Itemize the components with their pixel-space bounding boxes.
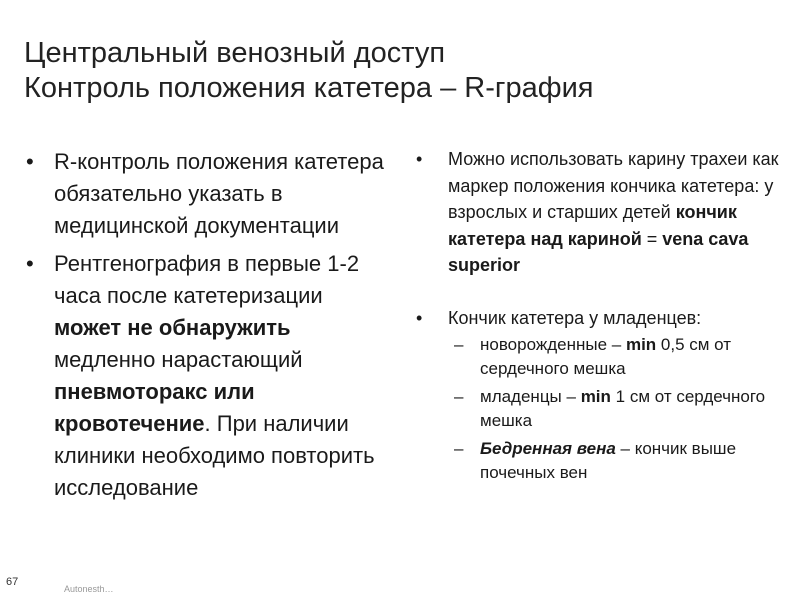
- sub-item-1-bold: min: [625, 335, 657, 354]
- left-bullet-1: [24, 146, 384, 242]
- sub-item-2-text-2: 1 см от сердечного мешка: [480, 387, 766, 430]
- right-column: [414, 146, 786, 485]
- right-bullet-list: [414, 146, 786, 485]
- left-bullet-2: [24, 248, 384, 504]
- sub-item-1-text-2: 0,5 см от сердечного мешка: [480, 335, 732, 378]
- right-bullet-1-text-1: Можно использовать карину трахеи как маркер положения кончика катетера: у взрослых и старших детей: [448, 149, 779, 222]
- title-line-1: Центральный венозный доступ: [24, 37, 446, 69]
- sub-item-femoral-vein: [414, 437, 786, 485]
- right-bullet-1-text-2: =: [641, 228, 663, 249]
- title-line-2: Контроль положения катетера – R-графия: [24, 72, 594, 104]
- footer-watermark: Autonesth…: [64, 584, 114, 594]
- left-bullet-2-bold-1: может не обнаружить: [54, 315, 291, 340]
- page-number: 67: [6, 576, 19, 588]
- right-bullet-2: [414, 305, 786, 332]
- right-bullet-2-text: Кончик катетера у младенцев:: [448, 307, 702, 328]
- sub-item-1-text-1: новорожденные –: [480, 335, 626, 354]
- slide-title: [24, 36, 784, 106]
- sub-item-3-text: – кончик выше почечных вен: [480, 439, 737, 482]
- sub-item-newborns: [414, 333, 786, 381]
- right-bullet-1: [414, 146, 786, 279]
- left-bullet-2-text-2: медленно нарастающий: [54, 347, 303, 372]
- right-bullet-1-bold-2: vena cava superior: [448, 228, 749, 275]
- sub-item-3-bold-italic: [480, 439, 616, 458]
- left-bullet-2-text-3: . При наличии клиники необходимо повторить исследование: [54, 411, 375, 500]
- left-bullet-2-text-1: Рентгенография в первые 1-2 часа после катетеризации: [54, 251, 360, 308]
- sub-item-2-bold: min: [580, 387, 611, 406]
- left-bullet-1-text: R-контроль положения катетера обязательно указать в медицинской документации: [54, 149, 384, 238]
- left-bullet-list: [24, 146, 384, 504]
- left-bullet-2-bold-2: пневмоторакс или кровотечение: [54, 379, 255, 436]
- list-spacer: [414, 279, 786, 305]
- sub-item-2-text-1: младенцы –: [480, 387, 581, 406]
- sub-item-infants: [414, 385, 786, 433]
- sub-item-3-italic: Бедренная вена: [480, 439, 616, 458]
- right-bullet-1-bold-1: кончик катетера над кариной: [448, 202, 737, 249]
- left-column: [24, 146, 384, 504]
